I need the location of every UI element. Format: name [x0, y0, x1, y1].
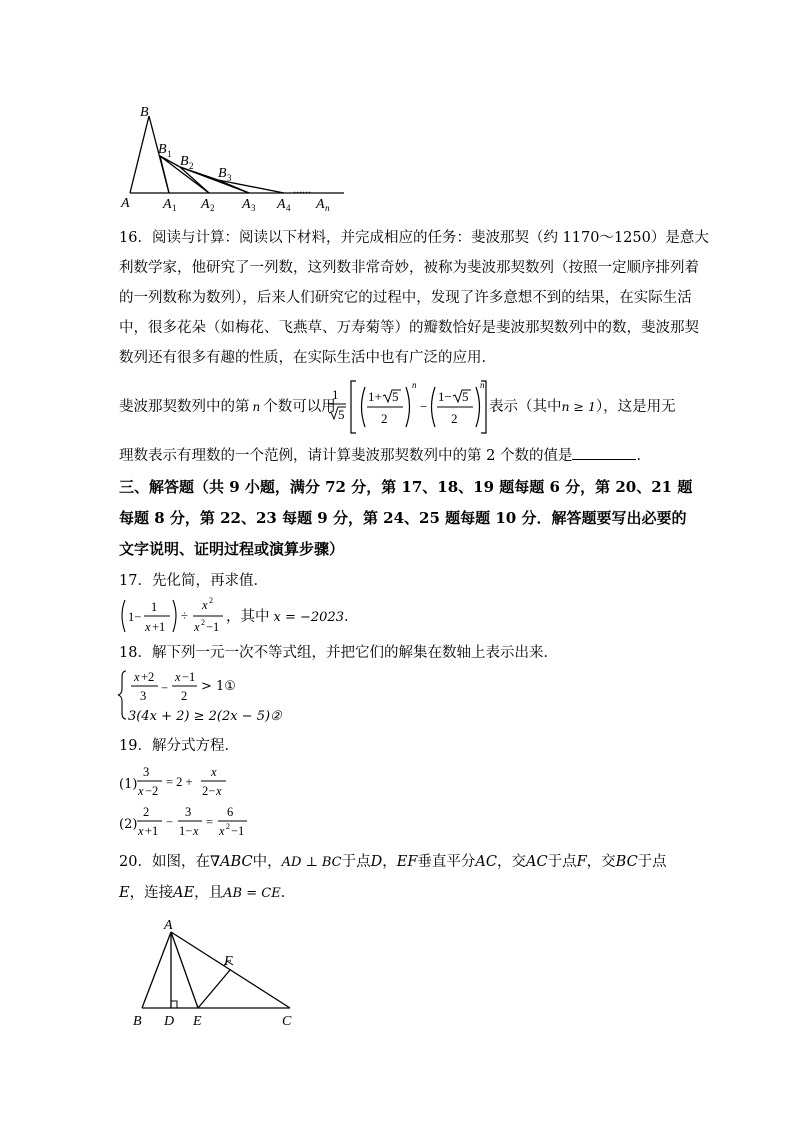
section3-line-1: 三、解答题（共 9 小题，满分 72 分，第 17、18、19 题每题 6 分，第 20、21 题: [119, 478, 693, 496]
svg-text:÷: ÷: [181, 609, 188, 623]
q16-line-3: 的一列数称为数列），后来人们研究它的过程中，发现了许多意想不到的结果，在实际生活: [119, 290, 692, 306]
svg-text:1: 1: [151, 600, 158, 614]
label-B: B: [133, 1014, 142, 1029]
q19-part2-label: (2): [119, 817, 138, 832]
label-A3-sub: 3: [251, 203, 256, 213]
label-E: E: [193, 1014, 202, 1029]
svg-text:x: x: [175, 670, 181, 684]
svg-text:5: 5: [462, 389, 469, 404]
svg-text:n: n: [480, 380, 485, 390]
svg-text:x: x: [219, 824, 225, 838]
svg-text:2: 2: [201, 618, 205, 627]
svg-text:x: x: [138, 824, 144, 838]
svg-text:1+: 1+: [368, 389, 382, 404]
svg-text:1−: 1−: [179, 824, 193, 838]
label-An: A: [316, 197, 325, 212]
section3-line-3: 文字说明、证明过程或演算步骤）: [119, 540, 345, 558]
svg-text:2: 2: [226, 822, 230, 831]
q18-ineq2: 3(4x + 2) ≥ 2(2x − 5)②: [128, 709, 282, 724]
label-A3: A: [242, 197, 251, 212]
svg-text:2: 2: [209, 596, 213, 605]
label-D: D: [164, 1014, 175, 1029]
svg-text:=: =: [206, 815, 214, 829]
svg-text:+1: +1: [152, 620, 166, 634]
label-A1: A: [163, 197, 172, 212]
label-B3: B: [218, 166, 227, 181]
svg-text:= 2 +: = 2 +: [166, 775, 193, 789]
label-B1-sub: 1: [167, 149, 172, 159]
svg-text:−1: −1: [182, 670, 196, 684]
svg-text:2: 2: [181, 689, 188, 703]
svg-text:−1: −1: [231, 824, 245, 838]
label-B1: B: [158, 142, 167, 157]
label-A: A: [164, 918, 173, 933]
q16-line-7: 理数表示有理数的一个范例，请计算斐波那契数列中的第 2 个数的值是 ．: [119, 444, 651, 466]
svg-text:2−: 2−: [202, 784, 216, 798]
svg-text:3: 3: [143, 765, 150, 779]
svg-text:+1: +1: [145, 824, 159, 838]
svg-text:2: 2: [143, 805, 150, 819]
svg-text:−: −: [161, 681, 169, 695]
svg-text:x: x: [216, 784, 222, 798]
q18-title: 18．解下列一元一次不等式组，并把它们的解集在数轴上表示出来．: [119, 645, 558, 661]
label-A4-sub: 4: [286, 203, 291, 213]
label-F: F: [224, 954, 233, 969]
label-A4: A: [277, 197, 286, 212]
svg-text:x: x: [211, 765, 217, 779]
label-B2-sub: 2: [189, 161, 194, 171]
q16-formula-prefix: 斐波那契数列中的第 n 个数可以用: [119, 399, 336, 415]
q16-line-1: 16．阅读与计算：阅读以下材料，并完成相应的任务：斐波那契（约 1170～1250）是意大: [119, 230, 709, 246]
section3-line-2: 每题 8 分，第 22、23 每题 9 分，第 24、25 题每题 10 分．解答题要写出必要的: [119, 509, 687, 527]
svg-text:2: 2: [451, 411, 458, 426]
q16-line-2: 利数学家，他研究了一列数，这列数非常奇妙，被称为斐波那契数列（按照一定顺序排列着: [119, 260, 699, 276]
svg-text:x: x: [145, 620, 151, 634]
svg-text:3: 3: [140, 689, 147, 703]
svg-text:−: −: [420, 399, 428, 414]
svg-text:−: −: [166, 815, 174, 829]
q19-title: 19．解分式方程．: [119, 738, 239, 754]
label-B: B: [140, 105, 149, 120]
svg-text:x: x: [202, 598, 208, 612]
q17-title: 17．先化简，再求值．: [119, 573, 268, 589]
q19-part1-label: (1): [119, 777, 138, 792]
svg-text:1−: 1−: [128, 610, 142, 624]
label-A: A: [121, 196, 130, 211]
label-B3-sub: 3: [227, 173, 232, 183]
label-dots: ......: [293, 182, 311, 196]
q20-line-2: E，连接AE，且AB = CE．: [119, 885, 296, 901]
label-A2-sub: 2: [210, 203, 215, 213]
svg-text:1: 1: [332, 387, 339, 402]
label-B2: B: [180, 154, 189, 169]
svg-text:2: 2: [381, 411, 388, 426]
svg-text:x: x: [193, 824, 199, 838]
svg-text:n: n: [412, 380, 417, 390]
q18-ineq1-tail: > 1①: [201, 679, 236, 694]
svg-text:−2: −2: [145, 784, 159, 798]
q17-condition: ，其中 x = −2023．: [226, 609, 359, 625]
svg-text:5: 5: [392, 389, 399, 404]
svg-text:x: x: [134, 670, 140, 684]
label-C: C: [282, 1014, 292, 1029]
svg-text:1−: 1−: [438, 389, 452, 404]
svg-text:6: 6: [227, 805, 234, 819]
q16-line-5: 数列还有很多有趣的性质，在实际生活中也有广泛的应用．: [119, 350, 496, 366]
label-An-sub: n: [325, 203, 330, 213]
svg-text:−1: −1: [206, 620, 220, 634]
svg-text:x: x: [138, 784, 144, 798]
q16-formula-suffix: 表示（其中n ≥ 1），这是用无: [489, 399, 676, 415]
q20-line-1: 20．如图，在∇ABC中，AD ⊥ BC于点D，EF垂直平分AC，交AC于点F，交BC于点: [119, 854, 667, 870]
label-A1-sub: 1: [172, 203, 177, 213]
q16-line-4: 中，很多花朵（如梅花、飞燕草、万寿菊等）的瓣数恰好是斐波那契数列中的数，斐波那契: [119, 320, 699, 336]
svg-text:x: x: [194, 620, 200, 634]
svg-text:3: 3: [185, 805, 192, 819]
svg-text:+2: +2: [141, 670, 155, 684]
svg-text:5: 5: [338, 407, 345, 422]
label-A2: A: [201, 197, 210, 212]
